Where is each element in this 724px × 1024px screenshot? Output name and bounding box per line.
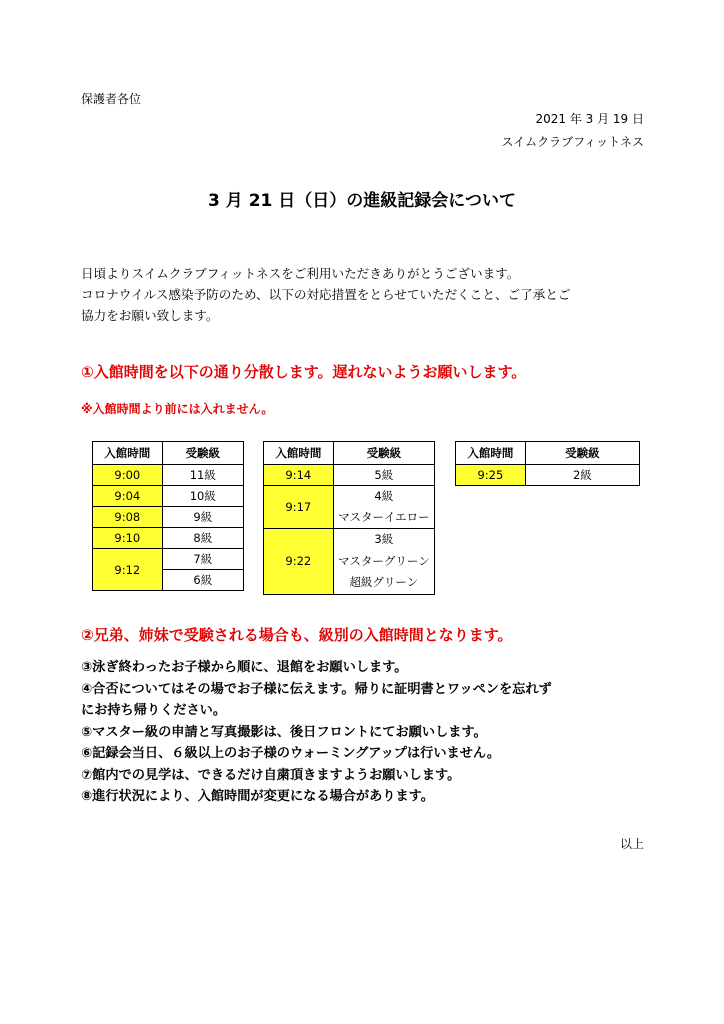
schedule-table-1 bbox=[92, 441, 244, 591]
intro-line: コロナウイルス感染予防のため、以下の対応措置をとらせていただくこと、ご了承とご bbox=[81, 287, 571, 302]
note-item: ⑧進行状況により、入館時間が変更になる場合があります。 bbox=[81, 789, 434, 804]
section1-note: ※入館時間より前には入れません。 bbox=[81, 402, 274, 416]
notes-list bbox=[81, 657, 552, 808]
entry-time: 9:00 bbox=[93, 465, 163, 486]
table-row bbox=[93, 507, 244, 528]
organization-name: スイムクラブフィットネス bbox=[501, 135, 644, 149]
table-row bbox=[264, 529, 435, 595]
entry-time: 9:04 bbox=[93, 486, 163, 507]
col-header-grade: 受験級 bbox=[162, 442, 243, 465]
entry-time: 9:14 bbox=[264, 465, 334, 486]
grade: 2級 bbox=[525, 465, 639, 486]
table-row bbox=[93, 486, 244, 507]
table-row bbox=[93, 465, 244, 486]
note-item: ④合否についてはその場でお子様に伝えます。帰りに証明書とワッペンを忘れず bbox=[81, 681, 552, 697]
table-row bbox=[93, 528, 244, 549]
note-item: ⑥記録会当日、６級以上のお子様のウォーミングアップは行いません。 bbox=[81, 746, 501, 761]
grade: 10級 bbox=[162, 486, 243, 507]
section1-heading: ①入館時間を以下の通り分散します。遅れないようお願いします。 bbox=[81, 363, 527, 381]
note-item: ⑦館内での見学は、できるだけ自粛頂きますようお願いします。 bbox=[81, 767, 461, 783]
note-item: にお持ち帰りください。 bbox=[81, 703, 227, 718]
grade: 11級 bbox=[162, 465, 243, 486]
grade: 5級 bbox=[333, 465, 434, 486]
table-row bbox=[456, 465, 640, 486]
document-title: 3 月 21 日（日）の進級記録会について bbox=[208, 191, 516, 211]
intro-line: 協力をお願い致します。 bbox=[81, 308, 219, 323]
grade-line: マスターグリーン bbox=[337, 553, 430, 568]
table-row bbox=[264, 465, 435, 486]
entry-time: 9:22 bbox=[264, 529, 334, 595]
col-header-time: 入館時間 bbox=[93, 442, 163, 465]
grade bbox=[333, 486, 434, 529]
schedule-table-3 bbox=[455, 441, 640, 486]
note-item: ⑤マスター級の申請と写真撮影は、後日フロントにてお願いします。 bbox=[81, 724, 487, 740]
grade-line: 4級 bbox=[374, 489, 394, 503]
entry-time: 9:10 bbox=[93, 528, 163, 549]
table-row bbox=[264, 486, 435, 529]
entry-time: 9:25 bbox=[456, 465, 526, 486]
col-header-time: 入館時間 bbox=[456, 442, 526, 465]
entry-time: 9:08 bbox=[93, 507, 163, 528]
intro-paragraph bbox=[81, 263, 651, 326]
entry-time: 9:17 bbox=[264, 486, 334, 529]
grade: 6級 bbox=[162, 570, 243, 591]
grade: 9級 bbox=[162, 507, 243, 528]
intro-line: 日頃よりスイムクラブフィットネスをご利用いただきありがとうございます。 bbox=[81, 266, 520, 281]
grade-line: 3級 bbox=[374, 532, 394, 546]
section2-heading: ②兄弟、姉妹で受験される場合も、級別の入館時間となります。 bbox=[81, 626, 513, 644]
addressee: 保護者各位 bbox=[81, 92, 142, 106]
col-header-grade: 受験級 bbox=[333, 442, 434, 465]
grade-line: マスターイエロー bbox=[338, 510, 430, 524]
col-header-grade: 受験級 bbox=[525, 442, 639, 465]
col-header-time: 入館時間 bbox=[264, 442, 334, 465]
grade: 7級 bbox=[162, 549, 243, 570]
closing-remark: 以上 bbox=[619, 837, 644, 851]
grade: 8級 bbox=[162, 528, 243, 549]
entry-time: 9:12 bbox=[93, 549, 163, 591]
note-item: ③泳ぎ終わったお子様から順に、退館をお願いします。 bbox=[81, 660, 408, 675]
table-row bbox=[93, 549, 244, 570]
schedule-table-2 bbox=[263, 441, 435, 595]
document-date: 2021 年 3 月 19 日 bbox=[535, 112, 644, 126]
grade-line: 超級グリーン bbox=[349, 575, 419, 589]
grade bbox=[333, 529, 434, 595]
